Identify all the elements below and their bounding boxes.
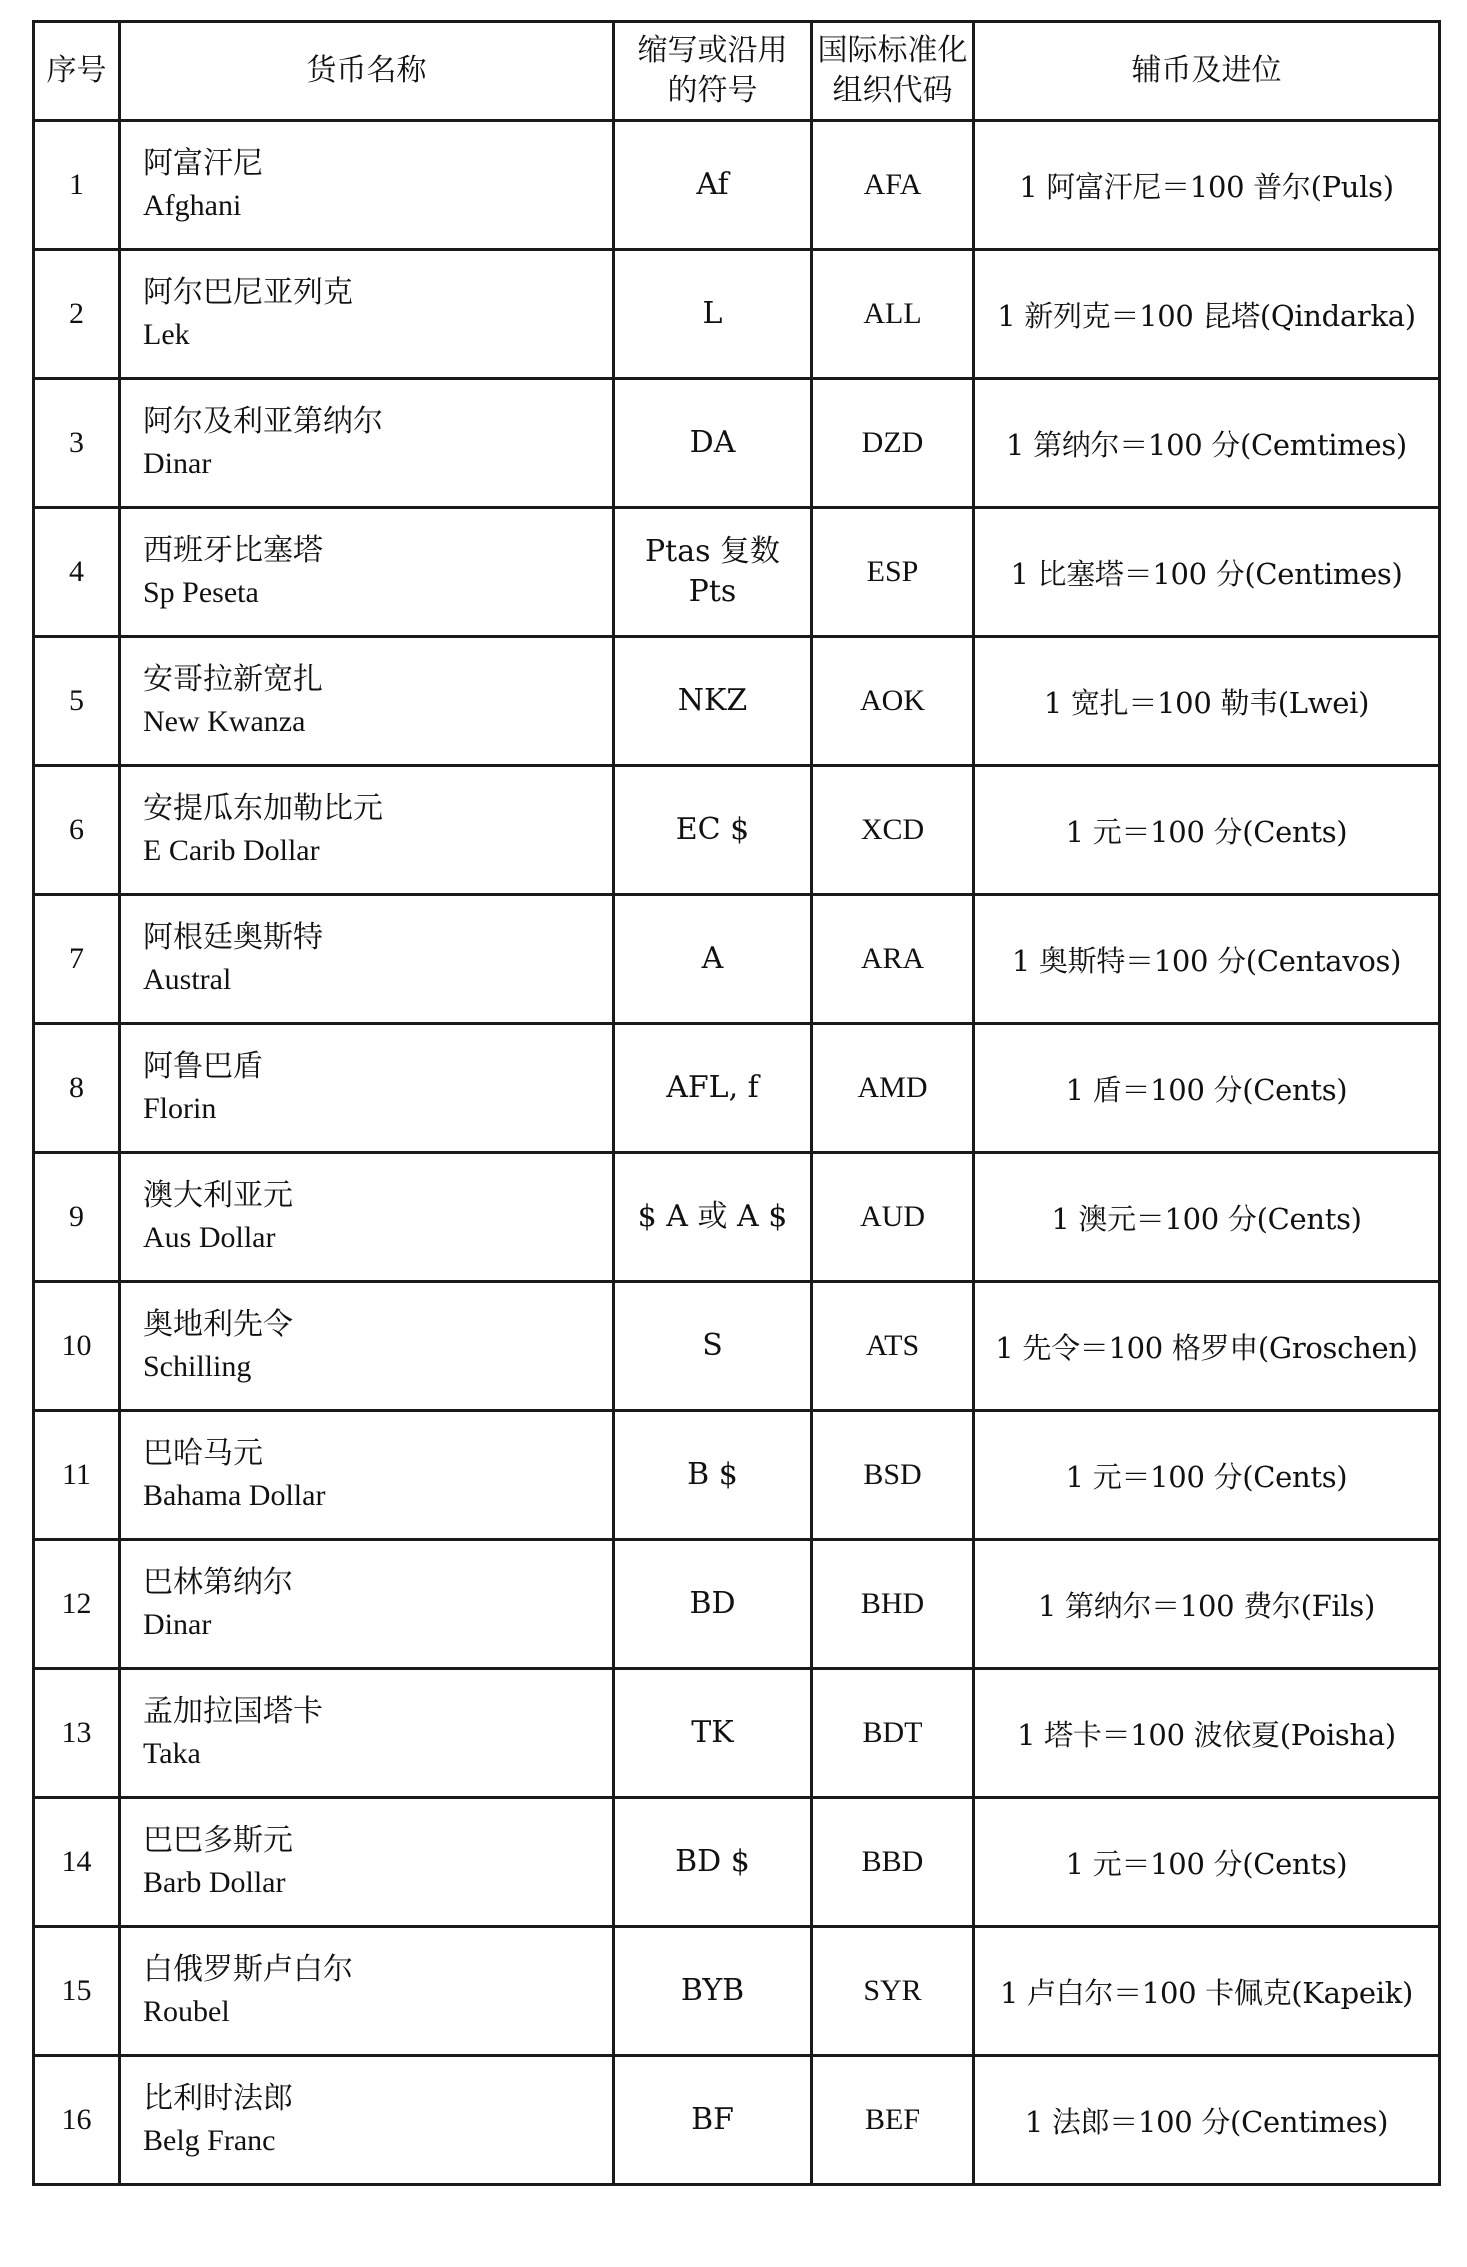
currency-symbol: Af [696,167,729,202]
row-number: 5 [34,637,120,766]
subunit-conversion: 1 阿富汗尼＝100 普尔(Puls) [974,121,1440,250]
currency-name-english: Taka [143,1737,201,1770]
iso-code: AMD [812,1024,974,1153]
iso-code: AUD [812,1153,974,1282]
currency-name-cell [120,1540,614,1669]
currency-name-english: New Kwanza [143,705,306,738]
subunit-conversion: 1 法郎＝100 分(Centimes) [974,2056,1440,2185]
iso-code: ESP [812,508,974,637]
currency-name-chinese: 比利时法郎 [143,2081,293,2116]
currency-name-english: Barb Dollar [143,1866,286,1899]
currency-symbol: BD [689,1586,736,1621]
currency-symbol: Ptas 复数 Pts [644,534,781,609]
row-number: 9 [34,1153,120,1282]
row-number: 16 [34,2056,120,2185]
subunit-conversion: 1 元＝100 分(Cents) [974,766,1440,895]
currency-symbol: EC $ [675,812,750,847]
currency-name-chinese: 孟加拉国塔卡 [143,1694,323,1729]
currency-name-chinese: 澳大利亚元 [143,1178,293,1213]
table-row [34,1282,1440,1411]
table-header [34,22,1440,121]
currency-symbol: A [701,941,724,976]
iso-code: ATS [812,1282,974,1411]
symbol-cell [614,1927,812,2056]
header-name: 货币名称 [120,22,614,121]
subunit-conversion: 1 比塞塔＝100 分(Centimes) [974,508,1440,637]
currency-name-chinese: 巴巴多斯元 [143,1823,293,1858]
table-row [34,2056,1440,2185]
currency-name-cell [120,250,614,379]
table-row [34,250,1440,379]
currency-name-cell [120,637,614,766]
symbol-cell [614,250,812,379]
currency-name-english: Austral [143,963,232,996]
currency-symbol: BF [691,2102,734,2137]
row-number: 13 [34,1669,120,1798]
iso-code: AFA [812,121,974,250]
symbol-cell [614,508,812,637]
currency-symbol: DA [689,425,736,460]
symbol-cell [614,1024,812,1153]
subunit-conversion: 1 奥斯特＝100 分(Centavos) [974,895,1440,1024]
header-iso [812,22,974,121]
header-no: 序号 [34,22,120,121]
subunit-conversion: 1 宽扎＝100 勒韦(Lwei) [974,637,1440,766]
row-number: 7 [34,895,120,1024]
table-row [34,1798,1440,1927]
currency-name-english: Aus Dollar [143,1221,276,1254]
currency-name-english: Florin [143,1092,217,1125]
subunit-conversion: 1 元＝100 分(Cents) [974,1798,1440,1927]
currency-name-cell [120,1024,614,1153]
iso-code: XCD [812,766,974,895]
currency-symbol: B $ [687,1457,738,1492]
row-number: 2 [34,250,120,379]
table-row [34,1153,1440,1282]
currency-name-chinese: 阿鲁巴盾 [143,1049,263,1084]
currency-name-cell [120,508,614,637]
currency-name-cell [120,1411,614,1540]
subunit-conversion: 1 第纳尔＝100 费尔(Fils) [974,1540,1440,1669]
row-number: 15 [34,1927,120,2056]
header-symbol-text: 缩写或沿用的符号 [637,33,788,108]
currency-name-english: Dinar [143,1608,212,1641]
iso-code: BBD [812,1798,974,1927]
row-number: 6 [34,766,120,895]
subunit-conversion: 1 先令＝100 格罗申(Groschen) [974,1282,1440,1411]
currency-symbol: BYB [680,1973,745,2008]
subunit-conversion: 1 盾＝100 分(Cents) [974,1024,1440,1153]
subunit-conversion: 1 澳元＝100 分(Cents) [974,1153,1440,1282]
currency-name-english: Afghani [143,189,242,222]
iso-code: BHD [812,1540,974,1669]
currency-symbol: S [702,1328,723,1363]
iso-code: BDT [812,1669,974,1798]
currency-name-cell [120,1669,614,1798]
currency-name-chinese: 西班牙比塞塔 [143,533,323,568]
header-iso-text: 国际标准化组织代码 [817,33,968,108]
iso-code: BSD [812,1411,974,1540]
row-number: 14 [34,1798,120,1927]
currency-symbol: BD $ [675,1844,750,1879]
table-row [34,766,1440,895]
currency-name-cell [120,2056,614,2185]
currency-name-cell [120,1798,614,1927]
currency-name-cell [120,766,614,895]
currency-table [32,20,1441,2186]
currency-name-chinese: 巴哈马元 [143,1436,263,1471]
currency-name-cell [120,379,614,508]
currency-symbol: L [702,296,723,331]
currency-name-cell [120,121,614,250]
row-number: 10 [34,1282,120,1411]
header-symbol [614,22,812,121]
table-row [34,1540,1440,1669]
header-row [34,22,1440,121]
symbol-cell [614,1669,812,1798]
symbol-cell [614,895,812,1024]
currency-symbol: $ A 或 A $ [637,1199,788,1234]
currency-name-english: Roubel [143,1995,230,2028]
row-number: 1 [34,121,120,250]
currency-symbol: TK [691,1715,734,1750]
symbol-cell [614,379,812,508]
symbol-cell [614,766,812,895]
row-number: 8 [34,1024,120,1153]
subunit-conversion: 1 塔卡＝100 波依夏(Poisha) [974,1669,1440,1798]
currency-name-english: Dinar [143,447,212,480]
currency-name-cell [120,1927,614,2056]
symbol-cell [614,121,812,250]
table-row [34,121,1440,250]
table-row [34,1927,1440,2056]
symbol-cell [614,1540,812,1669]
table-row [34,1669,1440,1798]
table-body [34,121,1440,2185]
currency-name-english: Lek [143,318,190,351]
currency-name-english: E Carib Dollar [143,834,320,867]
currency-name-chinese: 奥地利先令 [143,1307,293,1342]
subunit-conversion: 1 元＝100 分(Cents) [974,1411,1440,1540]
table-row [34,895,1440,1024]
symbol-cell [614,1798,812,1927]
iso-code: DZD [812,379,974,508]
symbol-cell [614,637,812,766]
table-row [34,379,1440,508]
currency-name-english: Schilling [143,1350,252,1383]
currency-name-english: Sp Peseta [143,576,259,609]
currency-name-chinese: 阿富汗尼 [143,146,263,181]
row-number: 11 [34,1411,120,1540]
table-row [34,508,1440,637]
symbol-cell [614,1411,812,1540]
currency-name-chinese: 安提瓜东加勒比元 [143,791,383,826]
currency-name-chinese: 白俄罗斯卢白尔 [143,1952,353,1987]
iso-code: BEF [812,2056,974,2185]
iso-code: ARA [812,895,974,1024]
subunit-conversion: 1 卢白尔＝100 卡佩克(Kapeik) [974,1927,1440,2056]
currency-name-chinese: 阿根廷奥斯特 [143,920,323,955]
header-subunit: 辅币及进位 [974,22,1440,121]
subunit-conversion: 1 第纳尔＝100 分(Cemtimes) [974,379,1440,508]
iso-code: AOK [812,637,974,766]
currency-name-chinese: 巴林第纳尔 [143,1565,293,1600]
currency-name-chinese: 阿尔及利亚第纳尔 [143,404,383,439]
table-row [34,1024,1440,1153]
currency-symbol: AFL, f [666,1070,759,1105]
symbol-cell [614,2056,812,2185]
currency-name-cell [120,1153,614,1282]
currency-name-cell [120,1282,614,1411]
iso-code: ALL [812,250,974,379]
table-row [34,1411,1440,1540]
currency-name-english: Bahama Dollar [143,1479,326,1512]
currency-name-chinese: 安哥拉新宽扎 [143,662,323,697]
subunit-conversion: 1 新列克＝100 昆塔(Qindarka) [974,250,1440,379]
iso-code: SYR [812,1927,974,2056]
currency-symbol: NKZ [677,683,748,718]
currency-name-chinese: 阿尔巴尼亚列克 [143,275,353,310]
currency-name-english: Belg Franc [143,2124,276,2157]
table-row [34,637,1440,766]
currency-name-cell [120,895,614,1024]
symbol-cell [614,1153,812,1282]
row-number: 3 [34,379,120,508]
row-number: 4 [34,508,120,637]
row-number: 12 [34,1540,120,1669]
symbol-cell [614,1282,812,1411]
